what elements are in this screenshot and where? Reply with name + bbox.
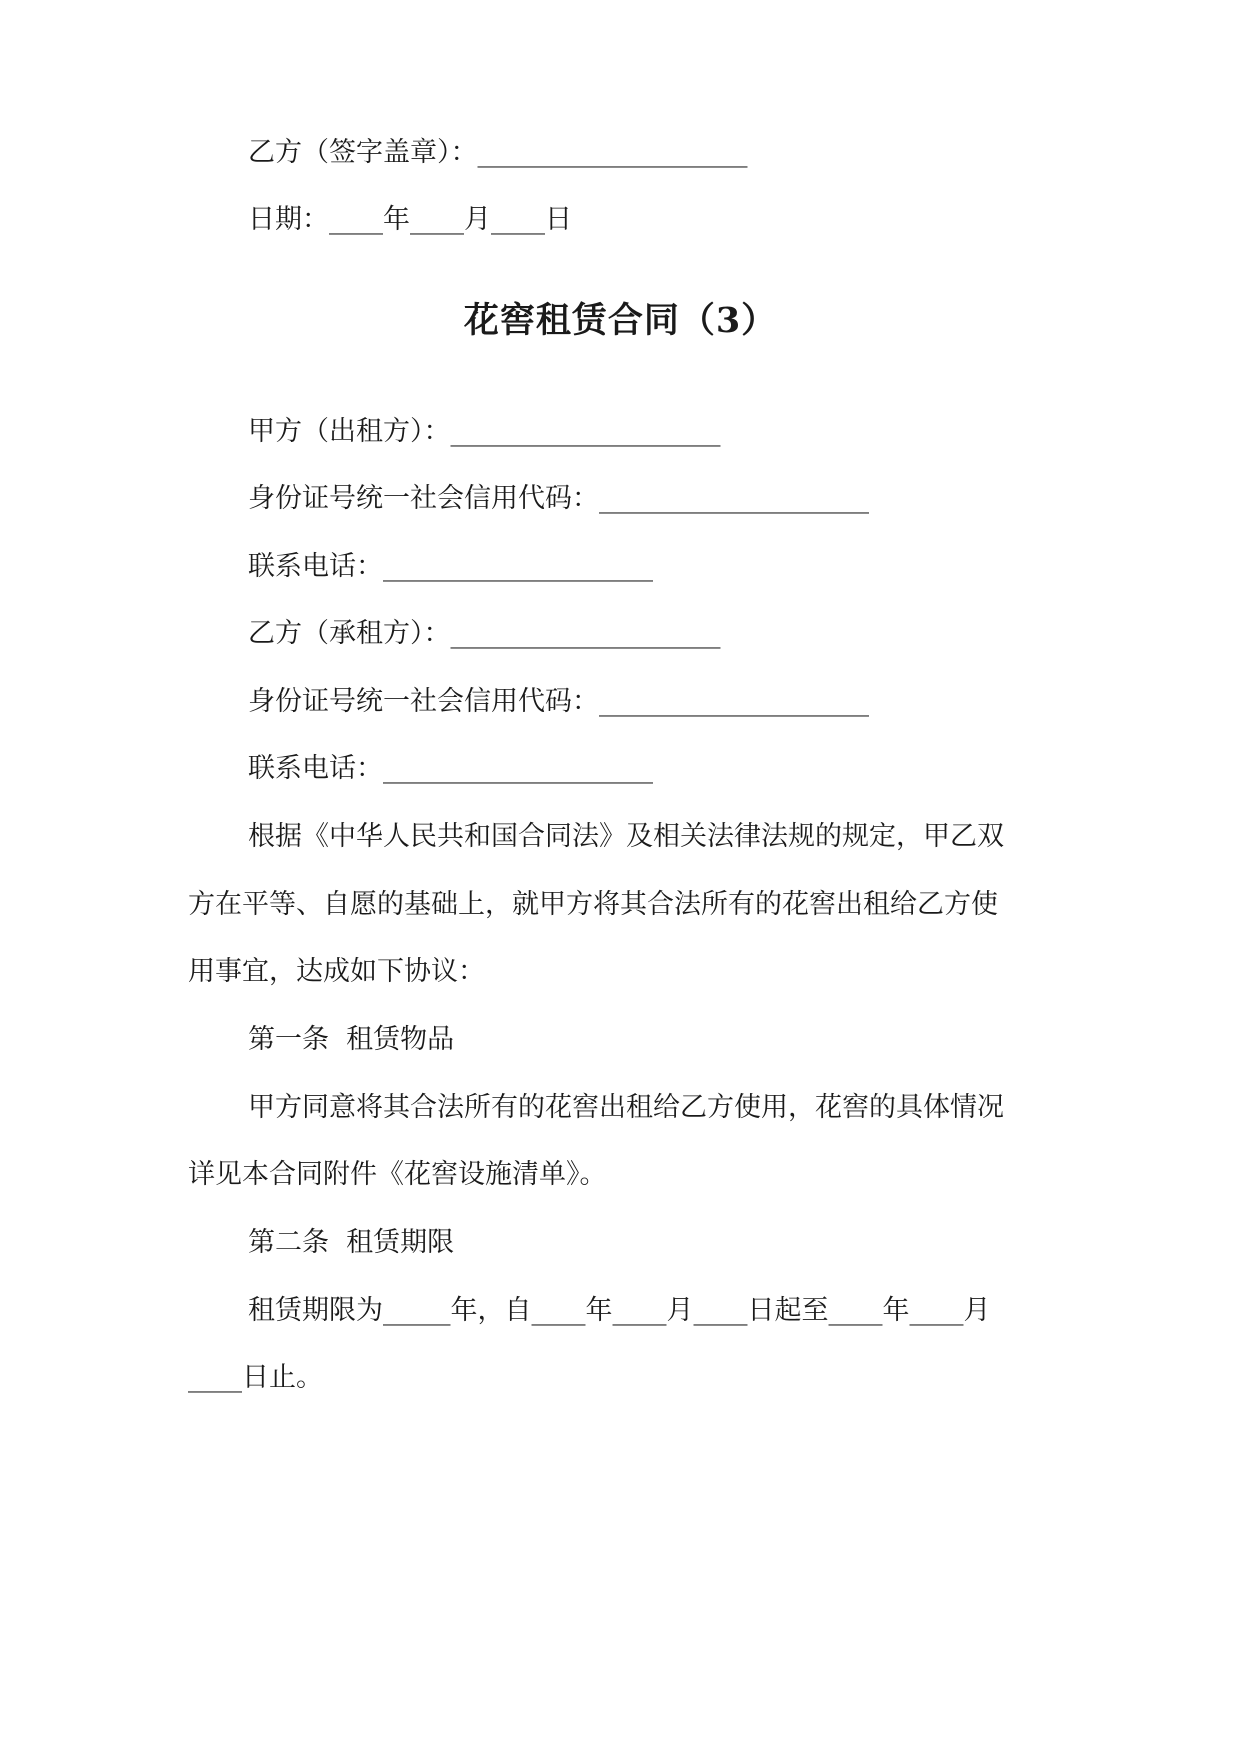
article-2-line-2: ____日止。 xyxy=(188,1362,323,1393)
contract-title: 花窖租赁合同（3） xyxy=(463,300,778,341)
party-b-signature-line: 乙方（签字盖章）：____________________ xyxy=(248,137,748,168)
preamble-line-2: 方在平等、自愿的基础上，就甲方将其合法所有的花窖出租给乙方使 xyxy=(188,889,998,920)
article-1-line-1: 甲方同意将其合法所有的花窖出租给乙方使用，花窖的具体情况 xyxy=(248,1092,1004,1123)
party-b-id-line: 身份证号统一社会信用代码：____________________ xyxy=(248,686,869,717)
date-line: 日期：____年____月____日 xyxy=(248,204,572,235)
preamble-line-3: 用事宜，达成如下协议： xyxy=(188,956,485,987)
preamble-line-1: 根据《中华人民共和国合同法》及相关法律法规的规定，甲乙双 xyxy=(248,821,1004,852)
article-1-heading: 第一条 租赁物品 xyxy=(248,1024,455,1055)
party-a-line: 甲方（出租方）：____________________ xyxy=(248,416,721,447)
party-b-line: 乙方（承租方）：____________________ xyxy=(248,618,721,649)
article-2-heading: 第二条 租赁期限 xyxy=(248,1227,455,1258)
article-2-line-1: 租赁期限为_____年，自____年____月____日起至____年____月 xyxy=(248,1295,991,1326)
party-a-phone-line: 联系电话：____________________ xyxy=(248,551,653,582)
party-b-phone-line: 联系电话：____________________ xyxy=(248,753,653,784)
party-a-id-line: 身份证号统一社会信用代码：____________________ xyxy=(248,483,869,514)
article-1-line-2: 详见本合同附件《花窖设施清单》。 xyxy=(188,1159,607,1190)
